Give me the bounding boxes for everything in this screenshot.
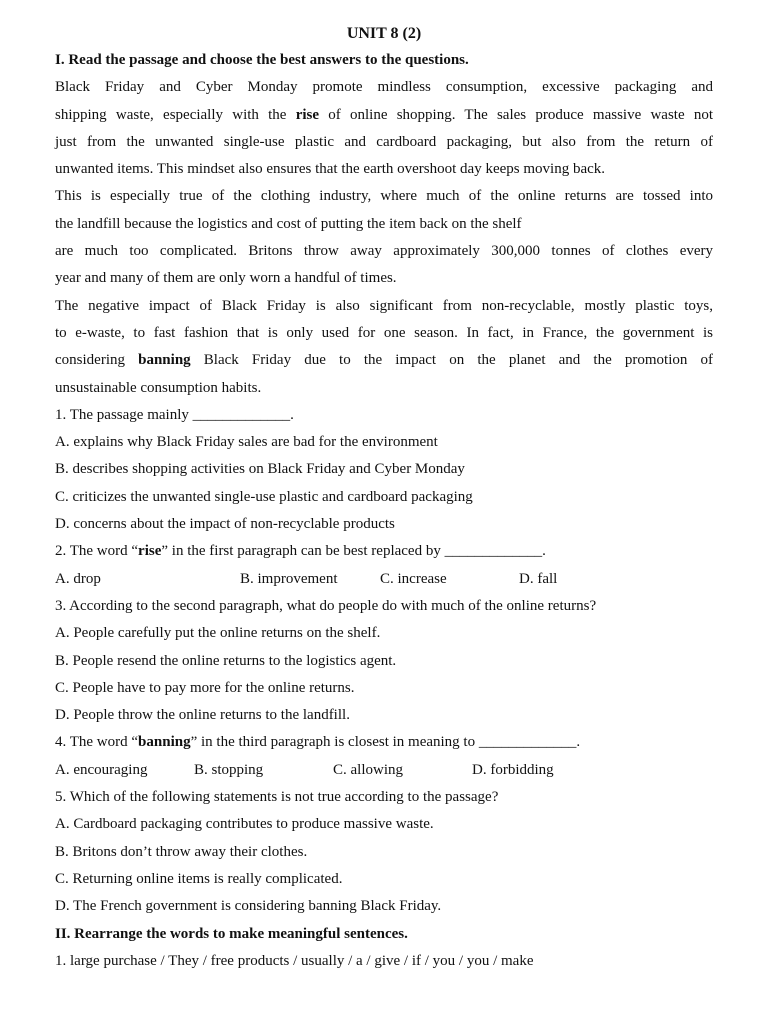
question-4-option-b: B. stopping bbox=[194, 761, 264, 778]
question-4-option-d: D. forbidding bbox=[472, 761, 554, 778]
question-5-stem: 5. Which of the following statements is not true according to the passage? bbox=[55, 789, 499, 806]
rearrange-item-1: 1. large purchase / They / free products / usually / a / give / if / you / you / make bbox=[55, 952, 534, 969]
question-2-option-a: A. drop bbox=[55, 570, 101, 587]
question-3-option-d: D. People throw the online returns to the landfill. bbox=[55, 707, 350, 724]
question-3-option-a: A. People carefully put the online returns on the shelf. bbox=[55, 625, 381, 642]
question-4-options bbox=[55, 757, 713, 784]
passage-p2-line1: This is especially true of the clothing industry, where much of the online returns are tossed into bbox=[55, 188, 713, 205]
question-1-option-a: A. explains why Black Friday sales are bad for the environment bbox=[55, 434, 438, 451]
question-1-option-d: D. concerns about the impact of non-recyclable products bbox=[55, 516, 395, 533]
question-3-option-b: B. People resend the online returns to the logistics agent. bbox=[55, 652, 397, 669]
question-5-option-d: D. The French government is considering banning Black Friday. bbox=[55, 898, 442, 915]
question-4-option-a: A. encouraging bbox=[55, 761, 148, 778]
keyword-banning: banning bbox=[138, 352, 191, 369]
question-4-option-c: C. allowing bbox=[333, 761, 403, 778]
question-2-option-c: C. increase bbox=[380, 570, 447, 587]
question-4-stem: 4. The word “banning” in the third paragraph is closest in meaning to _____________. bbox=[55, 734, 581, 751]
question-5-option-b: B. Britons don’t throw away their clothes. bbox=[55, 843, 308, 860]
passage-p3-line2: to e-waste, to fast fashion that is only used for one season. In fact, in France, the government is bbox=[55, 324, 713, 341]
passage-p1-line4: unwanted items. This mindset also ensures that the earth overshoot day keeps moving back. bbox=[55, 161, 606, 178]
question-5-option-c: C. Returning online items is really complicated. bbox=[55, 870, 343, 887]
question-1-stem: 1. The passage mainly _____________. bbox=[55, 406, 294, 423]
passage-p3-line1: The negative impact of Black Friday is also significant from non-recyclable, mostly plastic toys, bbox=[55, 297, 713, 314]
passage-p1-line2: shipping waste, especially with the rise of online shopping. The sales produce massive waste not bbox=[55, 106, 714, 123]
section-2-heading: II. Rearrange the words to make meaningful sentences. bbox=[55, 925, 408, 942]
passage-p1-line3: just from the unwanted single-use plastic and cardboard packaging, but also from the return of bbox=[55, 133, 713, 150]
passage-p2-line4: year and many of them are only worn a handful of times. bbox=[55, 270, 397, 287]
question-2-options bbox=[55, 566, 713, 593]
passage-p2-line3: are much too complicated. Britons throw away approximately 300,000 tonnes of clothes every bbox=[55, 243, 713, 260]
keyword-rise: rise bbox=[295, 106, 320, 123]
passage-p2-line2: the landfill because the logistics and cost of putting the item back on the shelf bbox=[55, 215, 522, 232]
question-2-stem: 2. The word “rise” in the first paragraph can be best replaced by _____________. bbox=[55, 543, 546, 560]
section-1-heading: I. Read the passage and choose the best answers to the questions. bbox=[55, 52, 469, 68]
worksheet-page bbox=[55, 20, 713, 975]
passage-p3-line4: unsustainable consumption habits. bbox=[55, 379, 262, 396]
question-3-stem: 3. According to the second paragraph, what do people do with much of the online returns? bbox=[55, 597, 597, 614]
question-1-option-b: B. describes shopping activities on Black Friday and Cyber Monday bbox=[55, 461, 465, 478]
question-2-option-d: D. fall bbox=[519, 570, 558, 587]
passage-p1-line1: Black Friday and Cyber Monday promote mindless consumption, excessive packaging and bbox=[55, 79, 713, 96]
page-title: UNIT 8 (2) bbox=[346, 25, 422, 42]
question-2-option-b: B. improvement bbox=[240, 570, 338, 587]
question-5-option-a: A. Cardboard packaging contributes to produce massive waste. bbox=[55, 816, 434, 833]
question-1-option-c: C. criticizes the unwanted single-use plastic and cardboard packaging bbox=[55, 488, 473, 505]
question-3-option-c: C. People have to pay more for the online returns. bbox=[55, 679, 355, 696]
passage-p3-line3: considering banning Black Friday due to the impact on the planet and the promotion of bbox=[55, 352, 713, 369]
